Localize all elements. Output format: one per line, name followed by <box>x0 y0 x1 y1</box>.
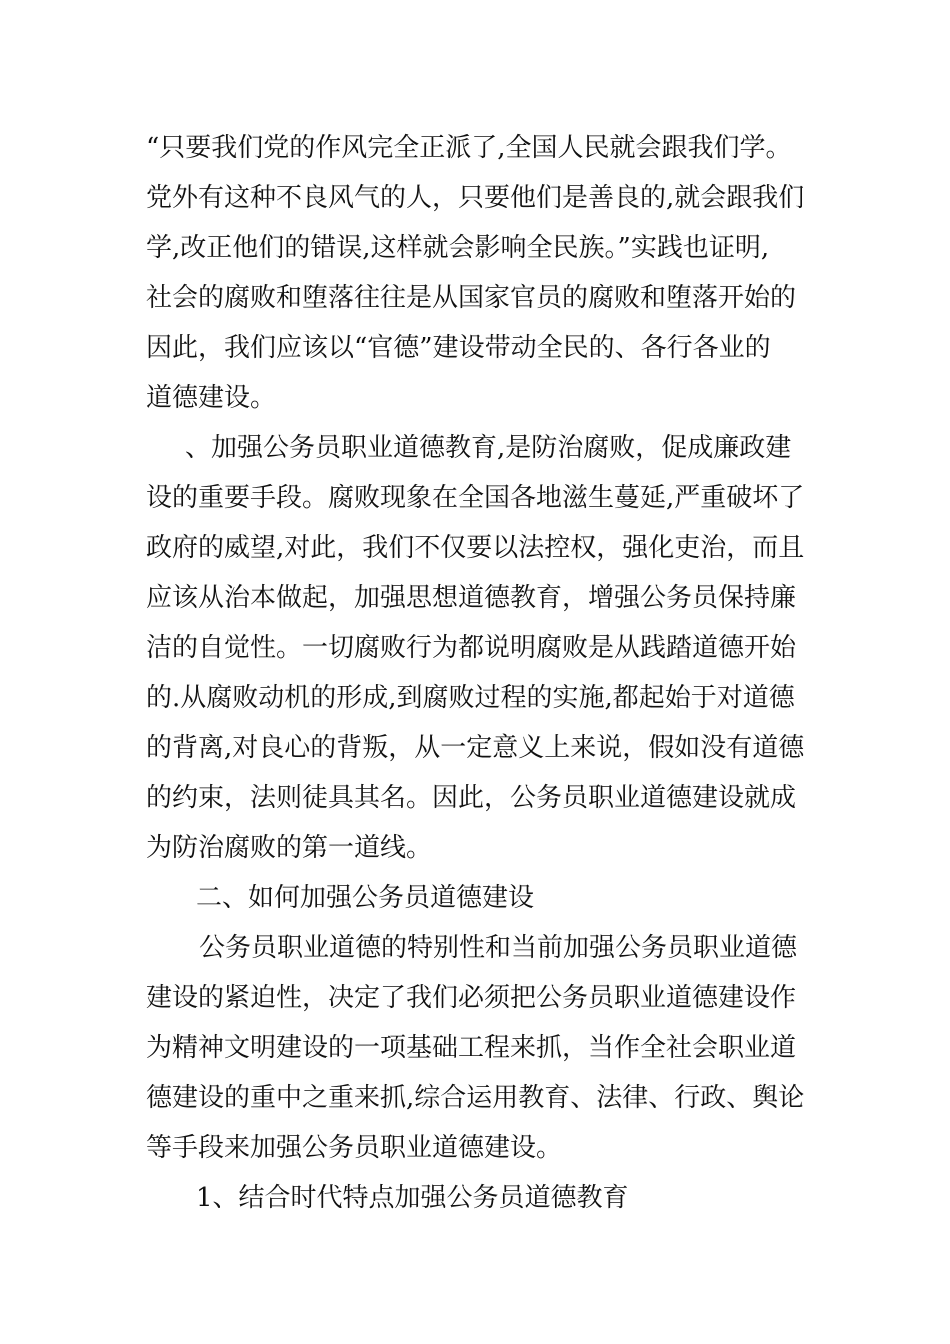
text-line: 、加强公务员职业道德教育,是防治腐败，促成廉政建 <box>185 433 792 463</box>
text-line: 社会的腐败和堕落往往是从国家官员的腐败和堕落开始的 <box>146 283 797 313</box>
text-line: “只要我们党的作风完全正派了,全国人民就会跟我们学。 <box>146 133 792 163</box>
text-line: 洁的自觉性。一切腐败行为都说明腐败是从践踏道德开始 <box>146 633 797 663</box>
text-line: 党外有这种不良风气的人，只要他们是善良的,就会跟我们 <box>146 183 805 213</box>
subsection-heading: 1、结合时代特点加强公务员道德教育 <box>196 1183 629 1213</box>
text-line: 政府的威望,对此，我们不仅要以法控权，强化吏治，而且 <box>146 533 805 563</box>
text-line: 等手段来加强公务员职业道德建设。 <box>146 1133 563 1163</box>
text-line: 的约束，法则徒具其名。因此，公务员职业道德建设就成 <box>146 783 797 813</box>
text-line: 学,改正他们的错误,这样就会影响全民族。”实践也证明, <box>146 233 770 263</box>
text-line: 德建设的重中之重来抓,综合运用教育、法律、行政、舆论 <box>146 1083 805 1113</box>
text-line: 应该从治本做起，加强思想道德教育，增强公务员保持廉 <box>146 583 797 613</box>
text-line: 为防治腐败的第一道线。 <box>146 833 433 863</box>
text-line: 建设的紧迫性，决定了我们必须把公务员职业道德建设作 <box>146 983 797 1013</box>
text-line: 的背离,对良心的背叛，从一定意义上来说，假如没有道德 <box>146 733 805 763</box>
text-line: 设的重要手段。腐败现象在全国各地滋生蔓延,严重破坏了 <box>146 483 805 513</box>
text-line: 为精神文明建设的一项基础工程来抓，当作全社会职业道 <box>146 1033 797 1063</box>
section-heading: 二、如何加强公务员道德建设 <box>196 883 535 913</box>
text-line: 因此，我们应该以“官德”建设带动全民的、各行各业的 <box>146 333 771 363</box>
text-line: 公务员职业道德的特别性和当前加强公务员职业道德 <box>199 933 798 963</box>
text-line: 道德建设。 <box>146 383 277 413</box>
text-line: 的.从腐败动机的形成,到腐败过程的实施,都起始于对道德 <box>146 683 795 713</box>
